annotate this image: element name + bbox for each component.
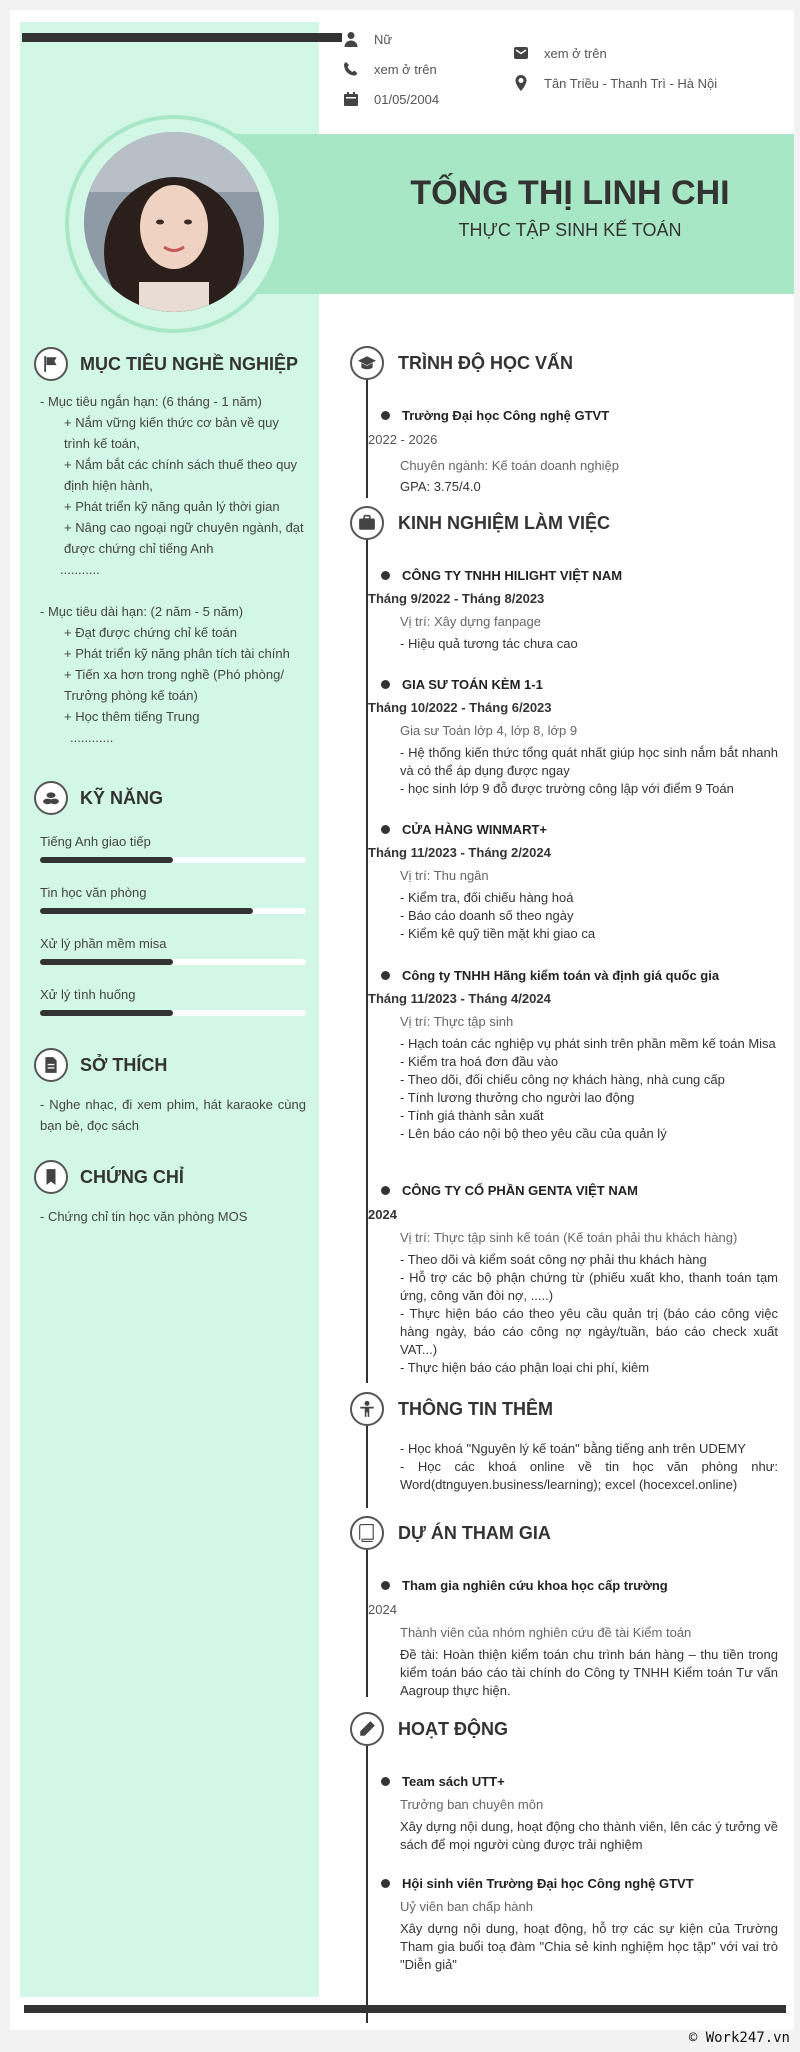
job-details: - Kiểm tra, đối chiếu hàng hoá - Báo cáo doanh số theo ngày - Kiểm kê quỹ tiền mặt khi giao ca [400, 890, 596, 941]
timeline-line [366, 1547, 368, 1697]
coins-icon [34, 781, 68, 815]
timeline-dot [381, 1581, 390, 1590]
user-icon [340, 28, 362, 50]
job-details: - Theo dõi và kiểm soát công nợ phải thu khách hàng - Hỗ trợ các bộ phận chứng từ (phiếu xuất kho, thanh toán tạm ứng, công văn đòi nợ, .....) - Thực hiện báo cáo theo yêu cầu quản trị (báo cáo công việc hàng ngày, báo cáo công nợ ngày/tuần, báo cáo check xuất VAT...) - Thực hiện báo cáo phận loại chi phí, kiêm [400, 1252, 778, 1375]
timeline-dot [381, 1186, 390, 1195]
activity-title: Team sách UTT+ [402, 1774, 505, 1789]
job-details: - Hệ thống kiến thức tổng quát nhất giúp học sinh nắm bắt nhanh và có thể áp dụng được ngay - học sinh lớp 9 đỗ được trường công lập với điểm 9 Toán [400, 745, 778, 796]
skill-item: Tin học văn phòng [40, 885, 306, 914]
project-title: Tham gia nghiên cứu khoa học cấp trường [402, 1578, 668, 1593]
candidate-name: TỐNG THỊ LINH CHI [410, 174, 730, 212]
education-heading: TRÌNH ĐỘ HỌC VẤN [350, 346, 573, 380]
job-period: 2024 [368, 1207, 397, 1222]
contact-address [510, 72, 717, 94]
watermark: © Work247.vn [688, 2030, 790, 2046]
job-company: Công ty TNHH Hãng kiểm toán và định giá quốc gia [402, 968, 720, 983]
job-role: Vị trí: Thực tập sinh kế toán (Kế toán phải thu khách hàng) [400, 1230, 738, 1245]
job-details: - Hiệu quả tương tác chưa cao [400, 636, 578, 651]
email-icon [510, 42, 532, 64]
skill-bar [40, 1010, 306, 1016]
cv-page [10, 10, 794, 2030]
dob-value: 01/05/2004 [374, 91, 440, 107]
timeline-dot [381, 680, 390, 689]
timeline-dot [381, 825, 390, 834]
address-value: Tân Triều - Thanh Trì - Hà Nội [544, 75, 718, 91]
job-period: Tháng 9/2022 - Tháng 8/2023 [368, 591, 545, 606]
flag-icon [34, 347, 68, 381]
activity-role: Uỷ viên ban chấp hành [400, 1899, 533, 1914]
extra-info-text: - Học khoá "Nguyên lý kế toán" bằng tiếng anh trên UDEMY - Học các khoá online về tin học văn phòng như: Word(dtnguyen.business/learning); excel (hocexcel.online) [400, 1441, 778, 1492]
career-goal-heading: MỤC TIÊU NGHỀ NGHIỆP [34, 347, 298, 381]
timeline-dot [381, 1777, 390, 1786]
timeline-dot [381, 411, 390, 420]
job-company: CỬA HÀNG WINMART+ [402, 822, 547, 837]
email-value: xem ở trên [544, 45, 607, 61]
contact-dob [340, 88, 439, 110]
activity-title: Hội sinh viên Trường Đại học Công nghệ GTVT [402, 1876, 694, 1891]
job-role: Vị trí: Thực tập sinh [400, 1014, 514, 1029]
job-role: Vị trí: Xây dựng fanpage [400, 614, 541, 629]
person-icon [350, 1392, 384, 1426]
skill-item: Xử lý phần mềm misa [40, 936, 306, 965]
briefcase-icon [350, 506, 384, 540]
project-period: 2024 [368, 1602, 397, 1617]
education-major: Chuyên ngành: Kế toán doanh nghiệp [400, 458, 620, 473]
phone-icon [340, 58, 362, 80]
job-period: Tháng 10/2022 - Tháng 6/2023 [368, 700, 552, 715]
job-period: Tháng 11/2023 - Tháng 4/2024 [368, 991, 551, 1006]
education-period: 2022 - 2026 [368, 432, 438, 447]
timeline-line [366, 1423, 368, 1508]
calendar-icon [340, 88, 362, 110]
activity-role: Trưởng ban chuyên môn [400, 1797, 544, 1812]
certificates-text: - Chứng chỉ tin học văn phòng MOS [40, 1209, 248, 1224]
candidate-title: THỰC TẬP SINH KẾ TOÁN [458, 220, 682, 240]
timeline-line [366, 1743, 368, 2023]
activities-heading: HOẠT ĐỘNG [350, 1712, 508, 1746]
timeline-dot [381, 571, 390, 580]
project-role: Thành viên của nhóm nghiên cứu đề tài Kiểm toán [400, 1625, 692, 1640]
pencil-icon [350, 1712, 384, 1746]
top-divider [22, 33, 342, 42]
avatar [84, 132, 264, 312]
phone-value: xem ở trên [374, 61, 437, 77]
project-detail: Đề tài: Hoàn thiện kiểm toán chu trình bán hàng – thu tiền trong kiểm toán báo cáo tài chính do Công ty TNHH Kiểm toán Tư vấn Aagroup thực hiện. [400, 1647, 778, 1698]
document-icon [34, 1048, 68, 1082]
timeline-line [366, 538, 368, 1383]
graduation-cap-icon [350, 346, 384, 380]
bookmark-icon [34, 1160, 68, 1194]
activity-detail: Xây dựng nội dung, hoạt động cho thành viên, lên các ý tưởng về sách để mọi người cùng được trải nghiệm [400, 1819, 778, 1852]
job-period: Tháng 11/2023 - Tháng 2/2024 [368, 845, 551, 860]
job-role: Gia sư Toán lớp 4, lớp 8, lớp 9 [400, 723, 578, 738]
contact-email [510, 42, 607, 64]
experience-heading: KINH NGHIỆM LÀM VIỆC [350, 506, 610, 540]
skill-bar [40, 857, 306, 863]
job-details: - Hạch toán các nghiệp vụ phát sinh trên phần mềm kế toán Misa - Kiểm tra hoá đơn đầu vào - Theo dõi, đối chiếu công nợ khách hàng, nhà cung cấp - Tính lương thưởng cho người lao động - Tính giá thành sản xuất - Lên báo cáo nội bộ theo yêu cầu của quản lý [400, 1036, 776, 1141]
job-company: CÔNG TY CỔ PHẦN GENTA VIỆT NAM [402, 1183, 638, 1198]
skill-bar [40, 959, 306, 965]
timeline-dot [381, 971, 390, 980]
activity-detail: Xây dựng nội dung, hoạt động, hỗ trợ các sự kiện của Trường Tham gia buổi toạ đàm "Chia sẻ kinh nghiệm học tập" với vai trò "Diễn giả" [400, 1921, 778, 1972]
job-company: CÔNG TY TNHH HILIGHT VIỆT NAM [402, 568, 623, 583]
gender-value: Nữ [374, 31, 393, 47]
school-name: Trường Đại học Công nghệ GTVT [402, 408, 610, 423]
hobbies-text: - Nghe nhạc, đi xem phim, hát karaoke cùng bạn bè, đọc sách [40, 1097, 306, 1133]
certificates-heading: CHỨNG CHỈ [34, 1160, 184, 1194]
timeline-dot [381, 1879, 390, 1888]
book-icon [350, 1516, 384, 1550]
location-pin-icon [510, 72, 532, 94]
contact-phone [340, 58, 437, 80]
bottom-divider [24, 2005, 786, 2013]
projects-heading: DỰ ÁN THAM GIA [350, 1516, 551, 1550]
skill-item: Xử lý tình huống [40, 987, 306, 1016]
skill-item: Tiếng Anh giao tiếp [40, 834, 306, 863]
skills-heading: KỸ NĂNG [34, 781, 163, 815]
skill-bar [40, 908, 306, 914]
job-company: GIA SƯ TOÁN KÈM 1-1 [402, 677, 543, 692]
extra-info-heading: THÔNG TIN THÊM [350, 1392, 553, 1426]
contact-gender [340, 28, 392, 50]
education-gpa: GPA: 3.75/4.0 [400, 479, 481, 494]
career-goal-text: - Mục tiêu ngắn hạn: (6 tháng - 1 năm) + Nắm vững kiến thức cơ bản về quy trình kế toán, + Nắm bắt các chính sách thuế theo quy định hiện hành, + Phát triển kỹ năng quản lý thời gian + Nâng cao ngoại ngữ chuyên ngành, đạt được chứng chỉ tiếng Anh ........... - Mục tiêu dài hạn: (2 năm - 5 năm) + Đạt được chứng chỉ kế toán + Phát triển kỹ năng phân tích tài chính + Tiến xa hơn trong nghề (Phó phòng/ Trưởng phòng kế toán) + Học thêm tiếng Trung ............ [40, 394, 304, 745]
hobbies-heading: SỞ THÍCH [34, 1048, 167, 1082]
job-role: Vị trí: Thu ngân [400, 868, 489, 883]
